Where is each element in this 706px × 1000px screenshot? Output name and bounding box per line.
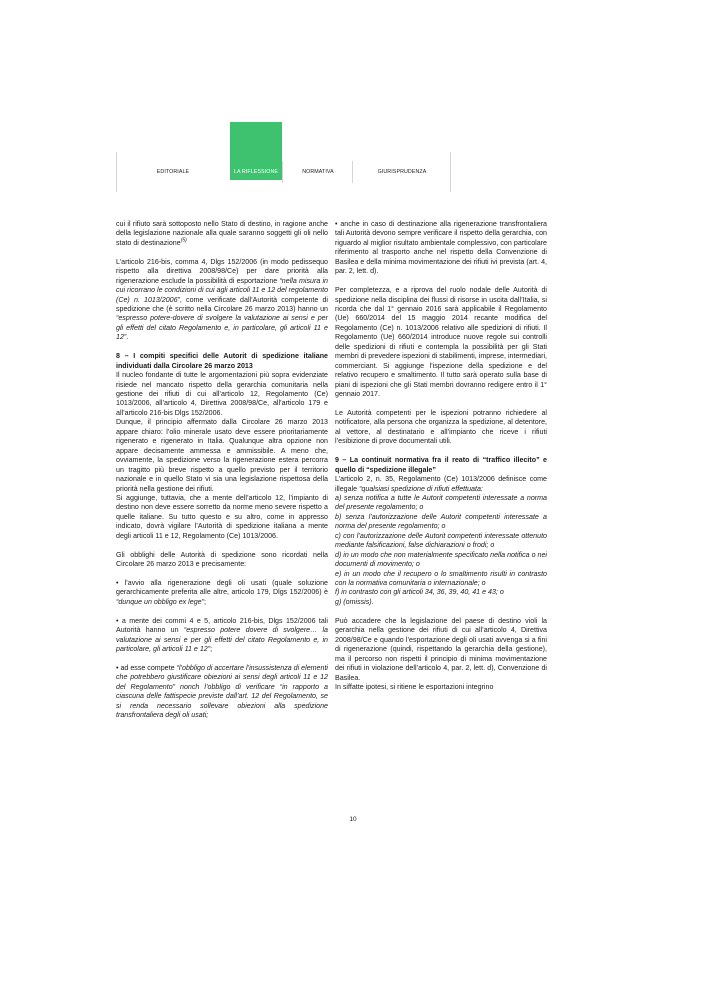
nav-item-normativa[interactable]: NORMATIVA [282, 161, 353, 183]
paragraph [116, 220, 328, 248]
list-item [335, 588, 547, 597]
paragraph: In siffatte ipotesi, si ritiene le esportazioni integrino [335, 682, 494, 691]
bullet-item [116, 579, 328, 607]
quote: “qualsiasi spedizione di rifiuti effettuata: [359, 484, 483, 493]
list-item-text: a) senza notifica a tutte le Autorit competenti interessate a norma del presente regolamento; o [335, 493, 547, 512]
bullet-item [116, 617, 328, 655]
paragraph: Il nucleo fondante di tutte le argomentazioni più sopra evidenziate risiede nel mancato rispetto della gerarchia comunitaria nella gestione dei rifiuti di cui all’articolo 12, Regolamento (Ce) 1013/2006, all’articolo 4, Direttiva 2008/98/Ce, all’articolo 179 e all’articolo 216-bis Dlgs 152/2006. [116, 371, 328, 417]
section-nav [116, 122, 450, 198]
list-item [335, 598, 547, 607]
paragraph: Per completezza, e a riprova del ruolo nodale delle Autorità di spedizione nella disciplina dei flussi di risorse in uscita dall’Italia, si ricorda che dal 1° gennaio 2016 sarà applicabile il Regolamento (Ue) 660/2014 del 15 maggio 2014 recante modifica del Regolamento (Ce) n. 1013/2006 relativo alle spedizioni di rifiuti. Il Regolamento (Ue) 660/2014 introduce nuove regole sui controlli delle spedizioni di rifiuti e contempla la possibilità per gli Stati membri di prevedere ispezioni di stabilimenti, imprese, intermediari, commerciant. Si aggiunge l’ispezione della spedizione e del relativo recupero e smaltimento. Il tutto sarà operato sulla base di piani di ispezioni che gli Stati membri dovranno redigere entro il 1° gennaio 2017. [335, 286, 547, 399]
list-item-text: g) (omissis). [335, 597, 374, 606]
section-heading-9: 9 – La continuit normativa fra il reato di “traffico illecito” e quello di “spedizione illegale” [335, 456, 547, 474]
quote: “nella misura in cui ricorrano le condizioni di cui agli articoli 11 e 12 del regolamento (Ce) n. 1013/2006” [116, 276, 329, 304]
text: • a mente dei commi 4 e 5, articolo 216-bis, Dlgs 152/2006 tali Autorità hanno un [116, 616, 328, 635]
left-column [116, 220, 328, 730]
text: L’articolo 216-bis, comma 4, Dlgs 152/2006 (in modo pedissequo rispetto alla direttiva 2008/98/Ce) per dare priorità alla rigenerazione esclude la possibilità di esportazione [116, 257, 328, 285]
page-number: 10 [349, 816, 357, 823]
list-item [335, 570, 547, 589]
list-item-text: b) senza l’autorizzazione delle Autorit competenti interessate a norma del presente regolamento; o [335, 512, 547, 531]
list-item [335, 532, 547, 551]
section-heading-8: 8 – I compiti specifici delle Autorit di spedizione italiane individuati dalla Circolare 26 marzo 2013 [116, 352, 328, 370]
paragraph [335, 475, 547, 494]
text: ; [203, 597, 206, 606]
list-item-text: c) con l’autorizzazione delle Autorit competenti interessate ottenuto mediante falsificazioni, false dichiarazioni o frodi; o [335, 531, 547, 550]
quote: “dunque un obbligo ex lege” [116, 597, 204, 606]
paragraph: Dunque, il principio affermato dalla Circolare 26 marzo 2013 appare chiaro: l’olio minerale usato deve essere prioritariamente rigenerato e rigenerato in Italia. Qualunque altra opzione non appare decisamente ammessa e ammissibile. A meno che, ovviamente, la spedizione verso la rigenerazione estera percorra un tragitto più breve rispetto a quello previsto per il territorio nazionale e in quello Stato vi sia una legislazione rispettosa della priorità nella gestione dei rifiuti. [116, 418, 328, 493]
text: • l’avvio alla rigenerazione degli oli usati (quale soluzione gerarchicamente preferita alle altre, articolo 179, Dlgs 152/2006) è [116, 578, 328, 597]
nav-divider [450, 152, 451, 192]
text: • ad esse compete [116, 663, 177, 672]
list-item-text: d) in un modo che non materialmente specificato nella notifica o nei documenti di movimento; o [335, 550, 547, 569]
right-column [335, 220, 547, 692]
text: . [126, 333, 129, 342]
quote: “espresso potere-dovere di svolgere la valutazione ai sensi e per gli effetti del citato Regolamento e, in particolare, gli articoli 11 e 12” [116, 314, 328, 342]
list-item [335, 513, 547, 532]
footnote-ref[interactable]: (5) [180, 237, 187, 244]
quote: “espresso potere dovere di svolgere… la valutazione ai sensi e per gli effetti del citato Regolamento e, in particolare, gli articoli 11 e 12” [116, 626, 328, 654]
paragraph: Gli obblighi delle Autorità di spedizione sono ricordati nella Circolare 26 marzo 2013 e precisamente: [116, 550, 328, 569]
text: ; [210, 645, 213, 654]
text: L’articolo 2, n. 35, Regolamento (Ce) 1013/2006 definisce come illegale [335, 475, 547, 493]
list-item [335, 494, 547, 513]
bullet-item: • anche in caso di destinazione alla rigenerazione transfrontaliera tali Autorità devono sempre verificare il rispetto della gerarchia, con riguardo al miglior risultato ambientale complessivo, con particolare riferimento al trasporto anche nel rispetto della Convenzione di Basilea e della minima movimentazione dei rifiuti ivi prevista (art. 4, par. 2, lett. d). [335, 220, 547, 276]
nav-item-editoriale[interactable]: EDITORIALE [156, 169, 190, 175]
definition-list [335, 494, 547, 607]
paragraph: Si aggiunge, tuttavia, che a mente dell’articolo 12, l’impianto di destino non deve essere sorretto da norme meno severe rispetto a quelle italiane. Su tutto questo e su altro, come in appresso indicato, dovrà vigilare l’Autorità di spedizione italiana a mente degli articoli 11 e 12, Regolamento (Ce) 1013/2006. [116, 494, 328, 540]
list-item-text: e) in un modo che il recupero o lo smaltimento risulti in contrasto con la normativa comunitaria o internazionale; o [335, 569, 547, 588]
list-item-text: f) in contrasto con gli articoli 34, 36, 39, 40, 41 e 43; o [335, 588, 504, 597]
nav-item-la-riflessione[interactable]: LA RIFLESSIONE [233, 169, 279, 175]
list-item [335, 551, 547, 570]
text: , come verificate dall’Autorità competente di spedizione che (è scritto nella Circolare 26 marzo 2013) hanno un [116, 295, 329, 314]
paragraph [116, 258, 328, 343]
paragraph: Può accadere che la legislazione del paese di destino violi la gerarchia nella gestione dei rifiuti di cui all’articolo 4, Direttiva 2008/98/Ce e quando l’esportazione degli oli usati avvenga si a fini di rigenerazione (quindi, rispettando la gerarchia della gestione), ma il percorso non rispetti il principio di minima movimentazione dei rifiuti in violazione dell’articolo 4, par. 2, lett. d), Convenzione di Basilea. [335, 616, 547, 682]
nav-item-giurisprudenza[interactable]: GIURISPRUDENZA [352, 161, 451, 183]
quote: “l’obbligo di accertare l’insussistenza di elementi che potrebbero giustificare obiezioni ai sensi degli articoli 11 e 12 del Regolamento” nonch l’obbligo di verificare “in rapporto a ciascuna delle fattispecie previste dall’art. 12 del Regolamento, se si renda necessario sollevare obiezioni alla spedizione transfrontaliera degli oli usati; [116, 663, 328, 720]
paragraph: Le Autorità competenti per le ispezioni potranno richiedere al notificatore, alla persona che organizza la spedizione, al detentore, al vettore, al destinatario e all’impianto che riceve i rifiuti l’esibizione di prove documentali utili. [335, 408, 547, 446]
bullet-item [116, 664, 328, 721]
text: cui il rifiuto sarà sottoposto nello Stato di destino, in ragione anche della legislazione nazionale alla quale saranno soggetti gli oli nello stato di destinazione [116, 220, 328, 247]
